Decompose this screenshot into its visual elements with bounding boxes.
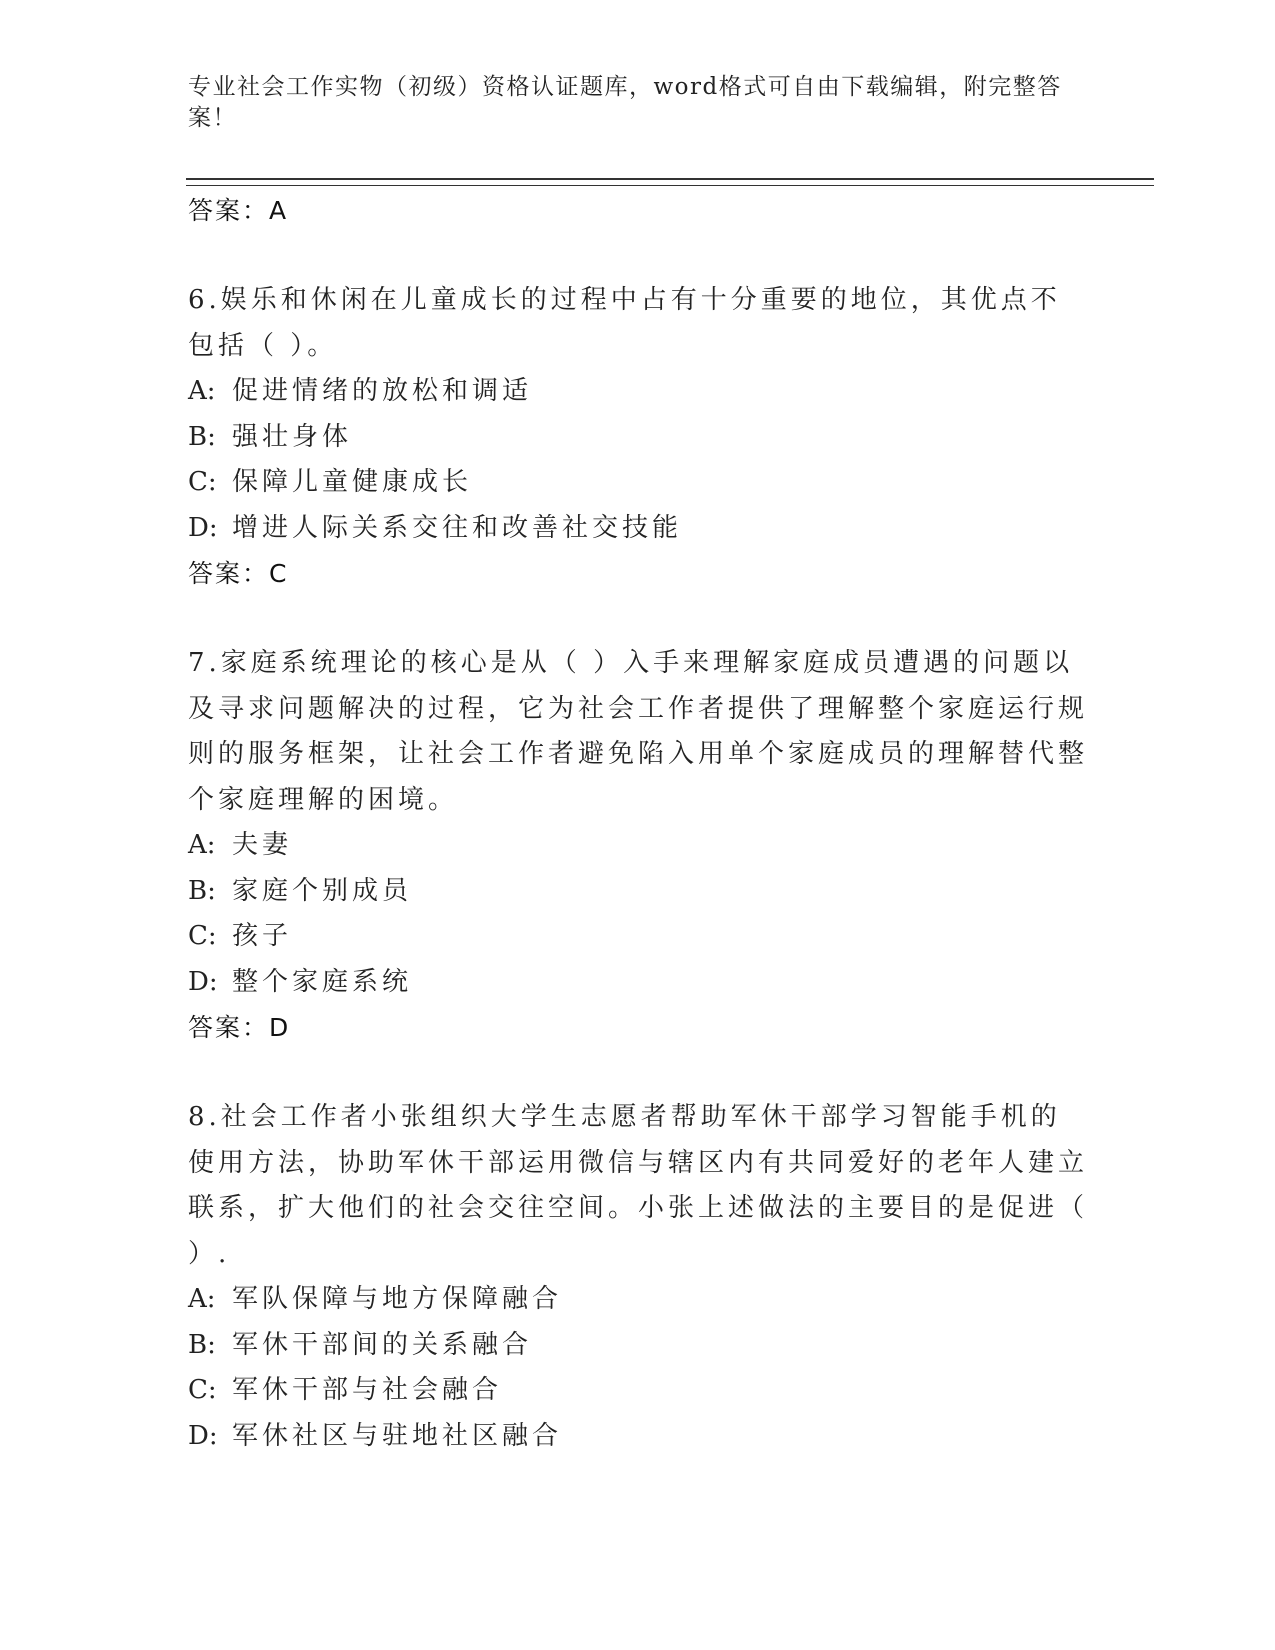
option-c bbox=[188, 914, 1088, 960]
option-text: 军休社区与驻地社区融合 bbox=[232, 1420, 563, 1451]
answer-value: C bbox=[269, 559, 289, 588]
option-c bbox=[188, 460, 1088, 506]
option-key: D: bbox=[188, 512, 218, 543]
header-divider bbox=[186, 178, 1154, 186]
answer-line bbox=[188, 1005, 1088, 1051]
option-text: 孩子 bbox=[232, 921, 293, 951]
option-text: 夫妻 bbox=[232, 830, 293, 860]
spacer bbox=[188, 234, 1088, 278]
question-8 bbox=[188, 1095, 1088, 1459]
option-text: 增进人际关系交往和改善社交技能 bbox=[232, 512, 683, 543]
answer-line bbox=[188, 188, 1088, 234]
question-7 bbox=[188, 641, 1088, 1051]
option-key: B: bbox=[188, 1329, 216, 1360]
page-header bbox=[188, 72, 1068, 134]
option-d bbox=[188, 1414, 1088, 1460]
option-key: A: bbox=[188, 1284, 216, 1314]
option-text: 强壮身体 bbox=[232, 421, 353, 452]
option-b bbox=[188, 415, 1088, 461]
option-text: 促进情绪的放松和调适 bbox=[232, 376, 533, 406]
option-key: A: bbox=[188, 376, 216, 406]
question-6 bbox=[188, 278, 1088, 597]
option-key: C: bbox=[188, 467, 217, 497]
option-a bbox=[188, 369, 1088, 415]
option-key: D: bbox=[188, 966, 218, 997]
option-text: 家庭个别成员 bbox=[232, 875, 413, 906]
option-text: 保障儿童健康成长 bbox=[232, 467, 473, 497]
option-b bbox=[188, 1323, 1088, 1369]
question-list bbox=[188, 188, 1088, 1459]
option-key: B: bbox=[188, 421, 216, 452]
option-text: 整个家庭系统 bbox=[232, 966, 413, 997]
option-b bbox=[188, 869, 1088, 915]
answer-label: 答案： bbox=[188, 196, 270, 225]
answer-label: 答案： bbox=[188, 1013, 270, 1042]
option-a bbox=[188, 823, 1088, 869]
option-d bbox=[188, 960, 1088, 1006]
option-text: 军休干部间的关系融合 bbox=[232, 1329, 533, 1360]
option-d bbox=[188, 506, 1088, 552]
answer-label: 答案： bbox=[188, 559, 270, 588]
header-title: 专业社会工作实物（初级）资格认证题库，word格式可自由下载编辑，附完整答案！ bbox=[188, 74, 1062, 131]
option-text: 军队保障与地方保障融合 bbox=[232, 1284, 563, 1314]
option-key: A: bbox=[188, 830, 216, 860]
option-c bbox=[188, 1368, 1088, 1414]
question-stem: 8.社会工作者小张组织大学生志愿者帮助军休干部学习智能手机的使用方法，协助军休干部运用微信与辖区内有共同爱好的老年人建立联系，扩大他们的社会交往空间。小张上述做法的主要目的是促进（ ）. bbox=[188, 1102, 1089, 1269]
option-key: D: bbox=[188, 1420, 218, 1451]
option-key: B: bbox=[188, 875, 216, 906]
option-key: C: bbox=[188, 1375, 217, 1405]
answer-line bbox=[188, 551, 1088, 597]
option-a bbox=[188, 1277, 1088, 1323]
spacer bbox=[188, 597, 1088, 641]
answer-value: D bbox=[269, 1013, 291, 1042]
question-stem: 7.家庭系统理论的核心是从（ ）入手来理解家庭成员遭遇的问题以及寻求问题解决的过程，它为社会工作者提供了理解整个家庭运行规则的服务框架，让社会工作者避免陷入用单个家庭成员的理解替代整个家庭理解的困境。 bbox=[188, 648, 1089, 815]
answer-value: A bbox=[269, 196, 289, 225]
option-text: 军休干部与社会融合 bbox=[232, 1375, 503, 1405]
option-key: C: bbox=[188, 921, 217, 951]
question-stem: 6.娱乐和休闲在儿童成长的过程中占有十分重要的地位，其优点不包括（ ）。 bbox=[188, 285, 1061, 361]
spacer bbox=[188, 1051, 1088, 1095]
